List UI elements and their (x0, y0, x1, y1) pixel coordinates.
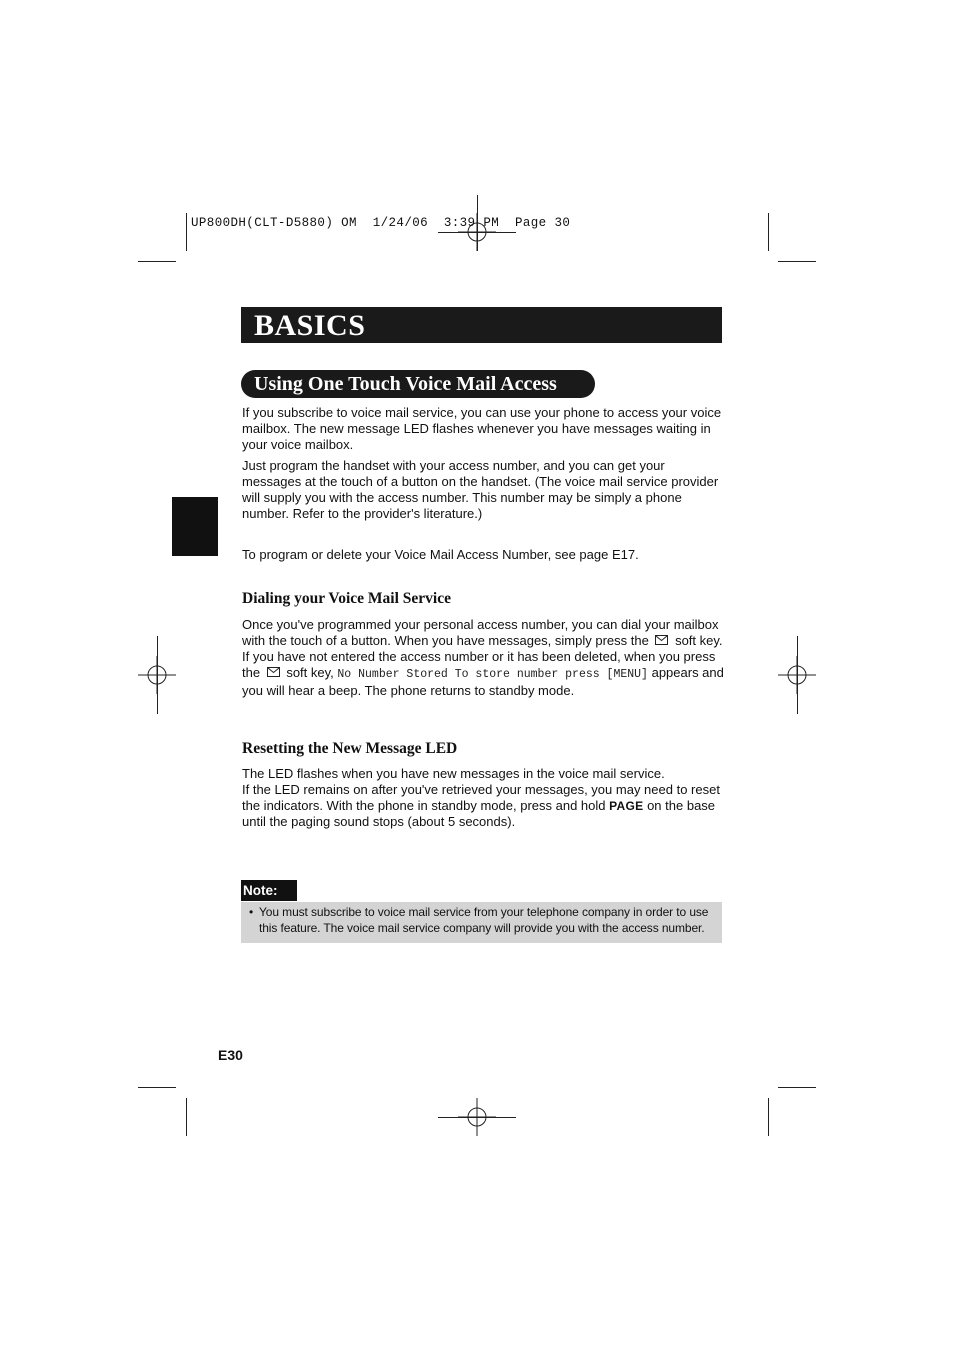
dialing-text-3: soft key, (286, 665, 334, 680)
note-content (249, 904, 714, 936)
dialing-text-2: soft key. If you have not entered the access number or it has been deleted, when you press the (242, 633, 723, 680)
resetting-paragraph (242, 766, 727, 830)
crop-mark (768, 213, 769, 251)
lcd-display-text: No Number Stored To store number press [MENU] (337, 668, 648, 681)
intro-paragraph-1 (242, 405, 727, 453)
crop-mark (797, 636, 798, 714)
page-key-label: PAGE (609, 799, 644, 813)
crop-mark (138, 1087, 176, 1088)
dialing-text-4: appears and you will hear a beep. The phone returns to standby mode. (242, 665, 724, 698)
crop-mark (157, 636, 158, 714)
thumb-tab (172, 497, 218, 556)
dialing-text-1: Once you've programmed your personal access number, you can dial your mailbox with the touch of a button. When you have messages, simply press the (242, 617, 719, 648)
crop-mark (438, 1117, 516, 1118)
envelope-icon (267, 667, 280, 677)
crop-mark (138, 261, 176, 262)
page-number: E30 (218, 1047, 243, 1063)
dialing-heading: Dialing your Voice Mail Service (242, 590, 451, 607)
bullet: • (249, 905, 254, 919)
crop-mark (778, 1087, 816, 1088)
dialing-paragraph (242, 617, 727, 699)
crop-mark (186, 1098, 187, 1136)
intro-text-2: Just program the handset with your access number, and you can get your messages at the touch of a button on the handset. (The voice mail service provider will supply you with the access number. This number may be simply a phone number. Refer to the provider's literature.) (242, 458, 719, 521)
print-slug: UP800DH(CLT-D5880) OM 1/24/06 3:39 PM Page 30 (191, 216, 571, 230)
topic-title: Using One Touch Voice Mail Access (254, 373, 557, 395)
resetting-text-1: The LED flashes when you have new messages in the voice mail service. (242, 766, 665, 781)
envelope-icon (655, 635, 668, 645)
intro-text-1: If you subscribe to voice mail service, you can use your phone to access your voice mailbox. The new message LED flashes whenever you have messages waiting in your voice mailbox. (242, 405, 722, 452)
note-text: You must subscribe to voice mail service from your telephone company in order to use this feature. The voice mail service company will provide you with the access number. (259, 905, 709, 935)
section-title: BASICS (254, 309, 366, 342)
crop-mark (768, 1098, 769, 1136)
intro-paragraph-2 (242, 458, 727, 522)
intro-paragraph-3 (242, 547, 727, 563)
resetting-text-3: on the base until the paging sound stops (about 5 seconds). (242, 798, 716, 829)
crop-mark (438, 232, 516, 233)
resetting-heading: Resetting the New Message LED (242, 740, 458, 757)
intro-text-3: To program or delete your Voice Mail Access Number, see page E17. (242, 547, 639, 562)
crop-mark (778, 261, 816, 262)
note-label: Note: (241, 880, 297, 901)
crop-mark (186, 213, 187, 251)
resetting-text-2: If the LED remains on after you've retrieved your messages, you may need to reset the indicators. With the phone in standby mode, press and hold (242, 782, 720, 813)
